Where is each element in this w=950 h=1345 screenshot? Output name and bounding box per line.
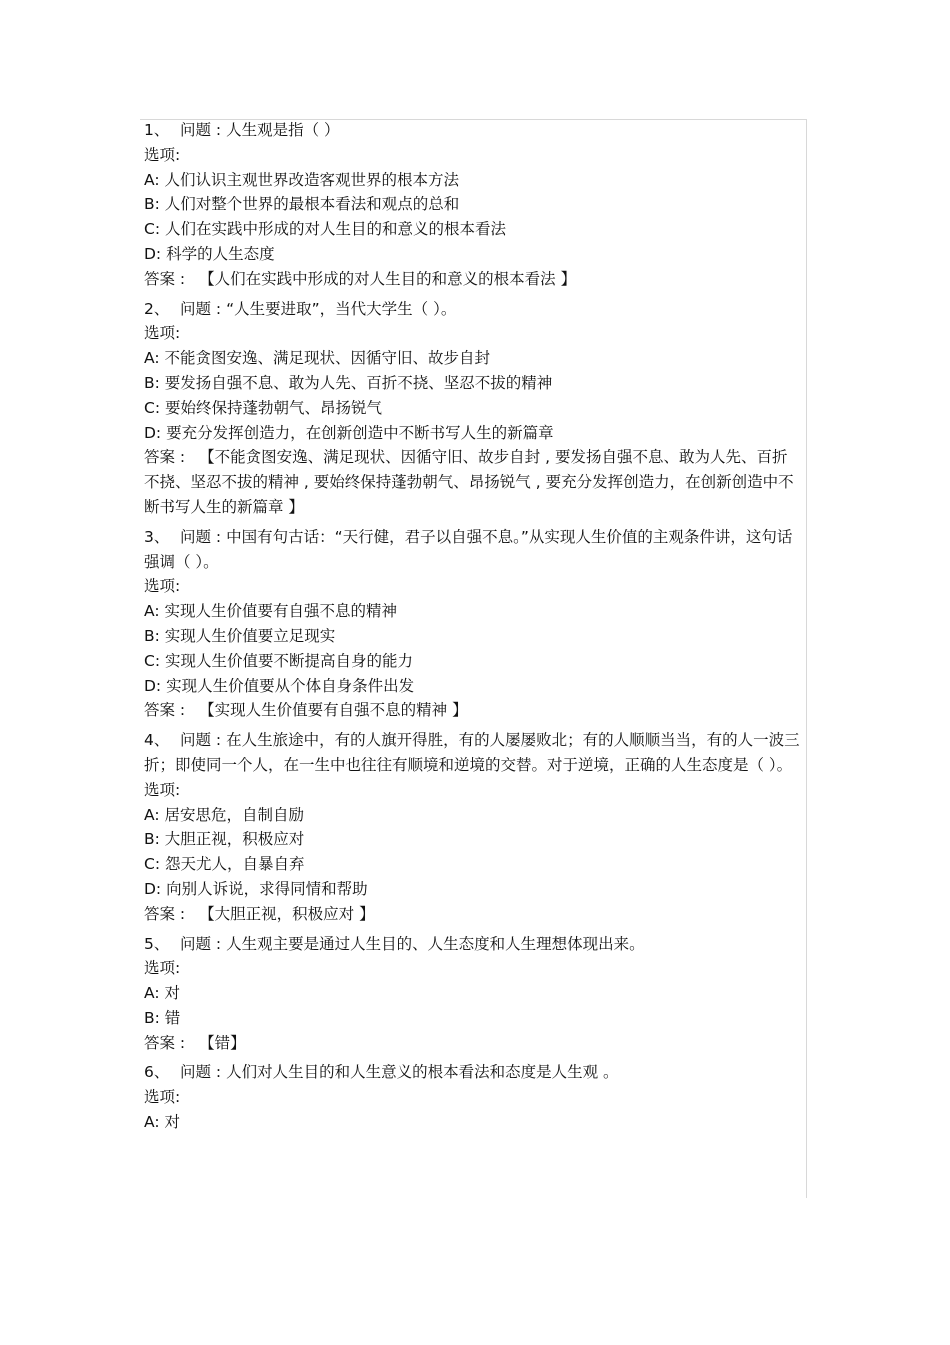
answer-text: 【不能贪图安逸、满足现状、因循守旧、故步自封 , 要发扬自强不息、敢为人先、百折不挠、坚忍不拔的精神 , 要始终保持蓬勃朝气、昂扬锐气 , 要充分发挥创造力，在创新创造中不断书写人生的新篇章 】 <box>144 448 794 516</box>
question-label: 问题 : <box>180 934 227 953</box>
question-text: 中国有句古话：“天行健，君子以自强不息。”从实现人生价值的主观条件讲，这句话强调（ ）。 <box>144 527 793 571</box>
option-a: A: 人们认识主观世界改造客观世界的根本方法 <box>144 170 459 189</box>
option-b: B: 实现人生价值要立足现实 <box>144 626 336 645</box>
option-c: C: 要始终保持蓬勃朝气、昂扬锐气 <box>144 398 382 417</box>
option-c: C: 怨天尤人，自暴自弃 <box>144 855 305 874</box>
question-line <box>144 728 800 778</box>
answer-text: 【实现人生价值要有自强不息的精神 】 <box>199 701 468 720</box>
option-b: B: 人们对整个世界的最根本看法和观点的总和 <box>144 195 460 214</box>
answer-label: 答案 : <box>144 701 186 720</box>
question-3 <box>144 525 800 723</box>
question-number: 5、 <box>144 934 170 953</box>
answer-line <box>144 698 800 723</box>
answer-text: 【人们在实践中形成的对人生目的和意义的根本看法 】 <box>199 269 577 288</box>
question-label: 问题 : <box>180 731 227 750</box>
question-label: 问题 : <box>180 121 227 139</box>
options-label: 选项: <box>144 145 181 164</box>
options-label: 选项: <box>144 324 181 343</box>
question-line <box>144 297 800 322</box>
question-label: 问题 : <box>180 299 227 318</box>
option-d: D: 要充分发挥创造力，在创新创造中不断书写人生的新篇章 <box>144 423 554 442</box>
option-b: B: 大胆正视，积极应对 <box>144 830 305 849</box>
options-label: 选项: <box>144 780 181 799</box>
question-label: 问题 : <box>180 1063 227 1082</box>
question-6 <box>144 1060 800 1134</box>
options-label: 选项: <box>144 577 181 596</box>
answer-text: 【大胆正视，积极应对 】 <box>199 904 375 923</box>
question-number: 6、 <box>144 1063 170 1082</box>
option-c: C: 人们在实践中形成的对人生目的和意义的根本看法 <box>144 220 506 239</box>
question-label: 问题 : <box>180 527 227 546</box>
options-label: 选项: <box>144 959 181 978</box>
option-d: D: 实现人生价值要从个体自身条件出发 <box>144 676 415 695</box>
question-number: 1、 <box>144 121 170 139</box>
answer-label: 答案 : <box>144 448 186 467</box>
option-a: A: 对 <box>144 984 180 1003</box>
question-text: 人生观是指（ ） <box>226 121 340 139</box>
question-number: 4、 <box>144 731 170 750</box>
answer-text: 【错】 <box>199 1033 246 1052</box>
option-a: A: 不能贪图安逸、满足现状、因循守旧、故步自封 <box>144 349 490 368</box>
question-line <box>144 118 800 143</box>
question-2 <box>144 297 800 520</box>
question-line <box>144 525 800 575</box>
option-a: A: 对 <box>144 1113 180 1132</box>
answer-line <box>144 1031 800 1056</box>
question-1 <box>144 118 800 292</box>
question-text: 人们对人生目的和人生意义的根本看法和态度是人生观 。 <box>226 1063 619 1082</box>
question-number: 2、 <box>144 299 170 318</box>
option-b: B: 错 <box>144 1008 181 1027</box>
question-text: 人生观主要是通过人生目的、人生态度和人生理想体现出来。 <box>226 934 645 953</box>
option-a: A: 实现人生价值要有自强不息的精神 <box>144 602 397 621</box>
question-line <box>144 1060 800 1085</box>
answer-label: 答案 : <box>144 269 186 288</box>
answer-line <box>144 445 800 519</box>
option-c: C: 实现人生价值要不断提高自身的能力 <box>144 651 413 670</box>
question-4 <box>144 728 800 926</box>
question-text: “人生要进取”，当代大学生（ ）。 <box>226 299 457 318</box>
answer-line <box>144 902 800 927</box>
option-a: A: 居安思危，自制自励 <box>144 805 304 824</box>
option-b: B: 要发扬自强不息、敢为人先、百折不挠、坚忍不拔的精神 <box>144 373 553 392</box>
question-number: 3、 <box>144 527 170 546</box>
answer-label: 答案 : <box>144 904 186 923</box>
option-d: D: 科学的人生态度 <box>144 244 275 263</box>
answer-line <box>144 267 800 292</box>
question-text: 在人生旅途中，有的人旗开得胜，有的人屡屡败北；有的人顺顺当当，有的人一波三折；即使同一个人，在一生中也往往有顺境和逆境的交替。对于逆境，正确的人生态度是（ ）。 <box>144 731 800 774</box>
options-label: 选项: <box>144 1088 181 1107</box>
question-line <box>144 932 800 957</box>
question-5 <box>144 932 800 1056</box>
option-d: D: 向别人诉说，求得同情和帮助 <box>144 879 368 898</box>
answer-label: 答案 : <box>144 1033 186 1052</box>
question-list <box>144 118 800 1140</box>
